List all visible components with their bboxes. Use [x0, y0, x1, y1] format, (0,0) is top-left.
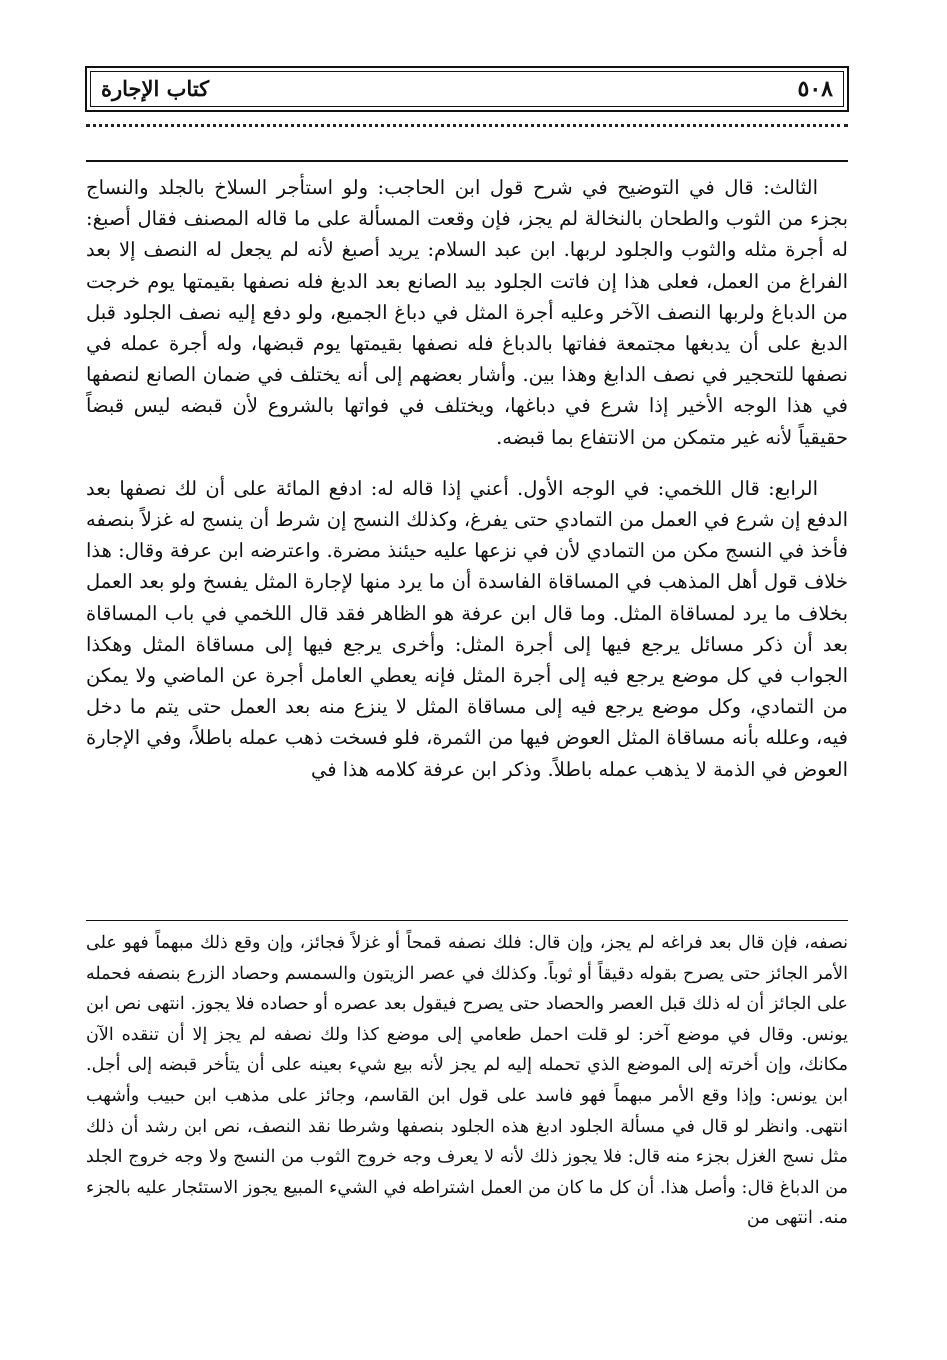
page-header [85, 66, 849, 112]
dotted-divider [86, 124, 848, 133]
footnote-rule [86, 920, 848, 921]
footnote-section [86, 928, 848, 1234]
paragraph-fourth: الرابع: قال اللخمي: في الوجه الأول. أعني إذا قاله له: ادفع المائة على أن لك نصفها بعد الدفع إن شرع في العمل من التمادي حتى يفرغ، وكذلك النسج إن شرط أن ينسج له غزلاً بنصفه فأخذ في النسج مكن من التمادي لأن في نزعها عليه حيئنذ مضرة. واعترضه ابن عرفة وقال: هذا خلاف قول أهل المذهب في المساقاة الفاسدة أن ما يرد منها لإجارة المثل يفسخ ولو بعد العمل بخلاف ما يرد لمساقاة المثل. وما قال ابن عرفة هو الظاهر فقد قال اللخمي في باب المساقاة بعد أن ذكر مسائل يرجع فيها إلى أجرة المثل: وأخرى يرجع فيها إلى مساقاة المثل وهكذا الجواب في كل موضع يرجع فيه إلى أجرة المثل فإنه يعطي العامل أجرة عن الماضي ولا يمكن من التمادي، وكل موضع يرجع فيه إلى مساقاة المثل لا ينزع منه بعد العمل حتى يتم ما دخل فيه، وعلله بأنه مساقاة المثل العوض فيها من الثمرة، فلو فسخت ذهب عمله باطلاً، وفي الإجارة العوض في الذمة لا يذهب عمله باطلاً. وذكر ابن عرفة كلامه هذا في [86, 476, 848, 781]
running-title: كتاب الإجارة [101, 76, 210, 101]
main-text [86, 172, 848, 785]
paragraph-third: الثالث: قال في التوضيح في شرح قول ابن الحاجب: ولو استأجر السلاخ بالجلد والنساج بجزء من الثوب والطحان بالنخالة لم يجز، فإن وقعت المسألة على ما قاله المصنف فقال أصبغ: له أجرة مثله والثوب والجلود لربها. ابن عبد السلام: يريد أصبغ لأنه لم يجعل له النصف إلا بعد الفراغ من العمل، فعلى هذا إن فاتت الجلود بيد الصانع بعد الدبغ فله نصفها بقيمتها يوم خرجت من الدباغ ولربها النصف الآخر وعليه أجرة المثل في دباغ الجميع، ولو دفع إليه نصف الجلود قبل الدبغ على أن يدبغها مجتمعة ففاتها بالدباغ فله نصفها بقيمتها يوم قبضها، وله أجرة عمله في نصفها للتحجير في نصف الدابغ وهذا بين. وأشار بعضهم إلى أنه يختلف في ضمان الصانع لنصفها في هذا الوجه الأخير إذا شرع في دباغها، ويختلف في فواتها بالشروع لأن قبضه ليس قبضاً حقيقياً لأنه غير متمكن من الانتفاع بما قبضه. [86, 176, 848, 449]
page-number: ٥٠٨ [797, 76, 833, 102]
header-rule [86, 160, 848, 162]
footnote-paragraph: نصفه، فإن قال بعد فراغه لم يجز، وإن قال: فلك نصفه قمحاً أو غزلاً فجائز، وإن وقع ذلك مبهماً فهو على الأمر الجائز حتى يصرح بقوله دقيقاً أو ثوباً. وكذلك في عصر الزيتون والسمسم وحصاد الزرع بنصفه فحمله على الجائز أن له ذلك قبل العصر والحصاد حتى يصرح فيقول بعد عصره أو حصاده فلا يجوز. انتهى نص ابن يونس. وقال في موضع آخر: لو قلت احمل طعامي إلى موضع كذا ولك نصفه لم يجز إلا أن تنقده الآن مكانك، وإن أخرته إلى الموضع الذي تحمله إليه لم يجز لأنه بيع شيء بعينه على أن يتأخر قبضه إلى أجل. ابن يونس: وإذا وقع الأمر مبهماً فهو فاسد على قول ابن القاسم، وجائز على مذهب ابن حبيب وأشهب انتهى. وانظر لو قال في مسألة الجلود ادبغ هذه الجلود بنصفها وشرطا نقد النصف، نص ابن رشد أن ذلك مثل نسج الغزل بجزء منه قال: فلا يجوز ذلك لأنه لا يعرف وجه خروج الثوب من النسج ولا وجه خروج الجلد من الدباغ قال: وأصل هذا. أن كل ما كان من العمل اشتراطه في الشيء المبيع يجوز الاستئجار عليه بالجزء منه. انتهى من [86, 933, 848, 1229]
